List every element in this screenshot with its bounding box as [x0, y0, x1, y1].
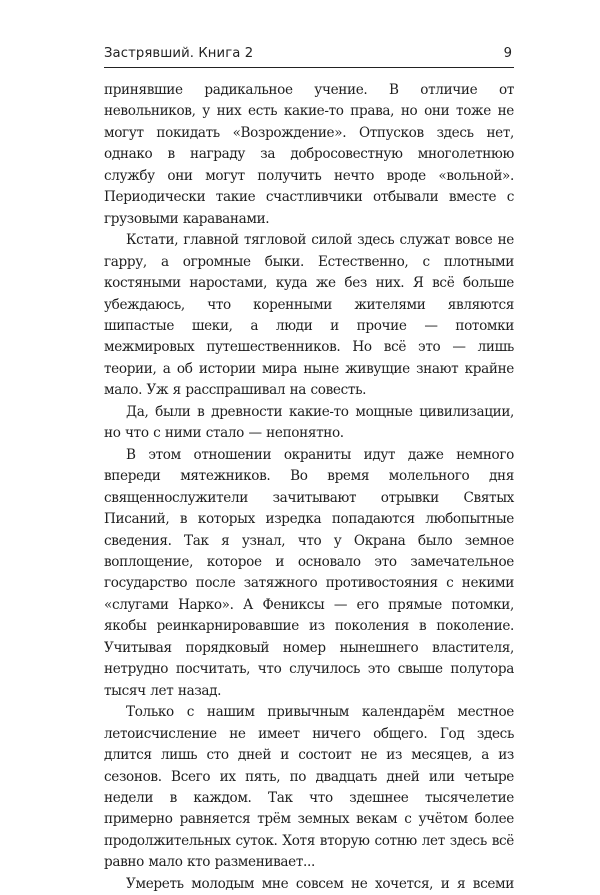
page-body	[104, 80, 514, 895]
header-rule	[104, 67, 514, 68]
paragraph: В этом отношении окраниты идут даже немного впереди мятежников. Во время молельного дня священнослужители зачитывают отрывки Святых Писаний, в которых изредка попадаются любопытные сведения. Так я узнал, что у Окрана было земное воплощение, которое и основало это замечательное государство после затяжного противостояния с некими «слугами Нарко». А Фениксы — его прямые потомки, якобы реинкарнировавшие из поколения в поколение. Учитывая порядковый номер нынешнего властителя, нетрудно посчитать, что случилось это свыше полутора тысяч лет назад.	[104, 446, 514, 699]
paragraph: Умереть молодым мне совсем не хочется, и я всеми	[126, 875, 514, 892]
paragraph: Только с нашим привычным календарём местное летоисчисление не имеет ничего общего. Год здесь длится лишь сто дней и состоит не из месяцев, а из сезонов. Всего их пять, по двадцать дней или четыре недели в каждом. Так что здешнее тысячелетие примерно равняется трём земных векам с учётом более продолжительных суток. Хотя вторую сотню лет здесь всё равно мало кто разменивает...	[104, 704, 514, 871]
paragraph: Кстати, главной тягловой силой здесь служат вовсе не гарру, а огромные быки. Естественно, с плотными костяными наростами, куда же без них. Я всё больше убеждаюсь, что коренными жителями являются шипастые шеки, а люди и прочие — потомки межмировых путешественников. Но всё это — лишь теории, а об истории мира ныне живущие знают крайне мало. Уж я расспрашивал на совесть.	[104, 232, 514, 399]
paragraph: Да, были в древности какие-то мощные цивилизации, но что с ними стало — непонятно.	[104, 403, 514, 442]
running-header	[104, 46, 512, 68]
book-title: Застрявший. Книга 2	[104, 46, 254, 61]
page-number: 9	[503, 46, 512, 61]
paragraph: принявшие радикальное учение. В отличие от невольников, у них есть какие-то права, но они тоже не могут покидать «Возрождение». Отпусков здесь нет, однако в награду за добросовестную многолетнюю службу они могут получить нечто вроде «вольной». Периодически такие счастливчики отбывали вместе с грузовыми караванами.	[104, 82, 514, 227]
